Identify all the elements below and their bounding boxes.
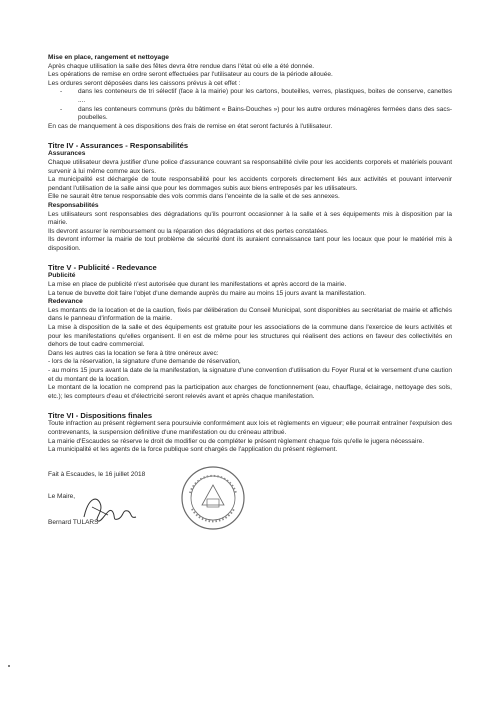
paragraph: La municipalité est déchargée de toute responsabilité pour les accidents corporels directement liés aux activités et pouvant intervenir pendant l'utilisation de la salle ainsi que pour les dommages subis aux biens entreposés par les utilisateurs. <box>48 176 452 192</box>
paragraph: Elle ne saurait être tenue responsable des vols commis dans l'enceinte de la salle et de ses annexes. <box>48 193 340 201</box>
subheading-responsabilites: Responsabilités <box>48 201 99 209</box>
paragraph: La tenue de buvette doit faire l'objet d'une demande auprès du maire au moins 15 jours avant la manifestation. <box>48 289 366 297</box>
subheading-redevance: Redevance <box>48 298 83 306</box>
paragraph: En cas de manquement à ces dispositions des frais de remise en état seront facturés à l'utilisateur. <box>48 122 333 130</box>
paragraph: Les opérations de remise en ordre seront effectuées par l'utilisateur au cours de la période allouée. <box>48 71 333 79</box>
bin-list <box>48 88 452 122</box>
title-vi-heading: Titre VI - Dispositions finales <box>48 411 153 421</box>
paragraph: La mairie d'Escaudes se réserve le droit de modifier ou de compléter le présent règlement chaque fois qu'elle le jugera nécessaire. <box>48 437 425 445</box>
section-heading-cleanup: Mise en place, rangement et nettoyage <box>48 54 169 61</box>
paragraph: Dans les autres cas la location se fera à titre onéreux avec: <box>48 349 219 357</box>
paragraph: La mise à disposition de la salle et des équipements est gratuite pour les associations de la commune dans l'exercice de leurs activités et pour les manifestations qu'elles organisent. Il en est de même pour les structures qui réalisent des actions en faveur des collectivités en dehors de tout cadre commercial. <box>48 324 452 349</box>
signatory-role: Le Maire, <box>48 492 76 500</box>
list-item: - dans les conteneurs de tri sélectif (face à la mairie) pour les cartons, bouteilles, verres, plastiques, boites de conserve, canettes .... <box>56 88 452 105</box>
subheading-assurances: Assurances <box>48 150 86 158</box>
paragraph: Ils devront informer la mairie de tout problème de sécurité dont ils auraient connaissance tant pour les locaux que pour le matériel mis à disposition. <box>48 236 452 252</box>
paragraph: Ils devront assurer le remboursement ou la réparation des dégradations et des pertes constatées. <box>48 227 329 235</box>
paragraph: La mise en place de publicité n'est autorisée que durant les manifestations et après accord de la mairie. <box>48 281 347 289</box>
paragraph: La municipalité et les agents de la force publique sont chargés de l'application du présent règlement. <box>48 446 338 454</box>
paragraph: Le montant de la location ne comprend pas la participation aux charges de fonctionnement (eau, chauffage, éclairage, nettoyage des sols, etc.); les compteurs d'eau et d'électricité seront relevés avant et après chaque manifestation. <box>48 384 452 400</box>
paragraph: - au moins 15 jours avant la date de la manifestation, la signature d'une convention d'utilisation du Foyer Rural et le versement d'une caution et du montant de la location. <box>48 367 452 383</box>
document-body <box>48 54 452 533</box>
paragraph: Les montants de la location et de la caution, fixés par délibération du Conseil Municipal, sont disponibles au secrétariat de mairie et affichés dans le panneau d'information de la mairie. <box>48 306 452 323</box>
paragraph: Chaque utilisateur devra justifier d'une police d'assurance couvrant sa responsabilité civile pour les accidents corporels et matériels pouvant survenir à lui même comme aux tiers. <box>48 158 452 175</box>
paragraph: Toute infraction au présent règlement sera poursuivie conformément aux lois et règlements en vigueur; elle pourrait entraîner l'expulsion des contrevenants, la suspension définitive d'une manifestation ou du créneau attribué. <box>48 420 452 436</box>
signatory-name: Bernard TULARS <box>48 518 99 526</box>
signature-block <box>48 471 452 533</box>
paragraph: Les ordures seront déposées dans les caissons prévus à cet effet : <box>48 79 241 87</box>
paragraph: Après chaque utilisation la salle des fêtes devra être rendue dans l'état où elle a été donnée. <box>48 62 315 70</box>
list-item: - dans les conteneurs communs (près du bâtiment « Bains-Douches ») pour les autre ordures ménagères fermées dans des sacs-poubelles. <box>56 106 452 123</box>
scan-speck <box>8 665 10 667</box>
paragraph: Les utilisateurs sont responsables des dégradations qu'ils pourront occasionner à la salle et à ses équipements mis à disposition par la mairie. <box>48 210 452 227</box>
place-date: Fait à Escaudes, le 16 juillet 2018 <box>48 470 146 478</box>
town-hall-seal-icon <box>178 463 248 533</box>
handwritten-signature <box>78 489 148 529</box>
subheading-publicite: Publicité <box>48 272 76 280</box>
paragraph: - lors de la réservation, la signature d'une demande de réservation, <box>48 358 241 366</box>
title-v-heading: Titre V - Publicité - Redevance <box>48 263 157 273</box>
title-iv-heading: Titre IV - Assurances - Responsabilités <box>48 141 189 151</box>
